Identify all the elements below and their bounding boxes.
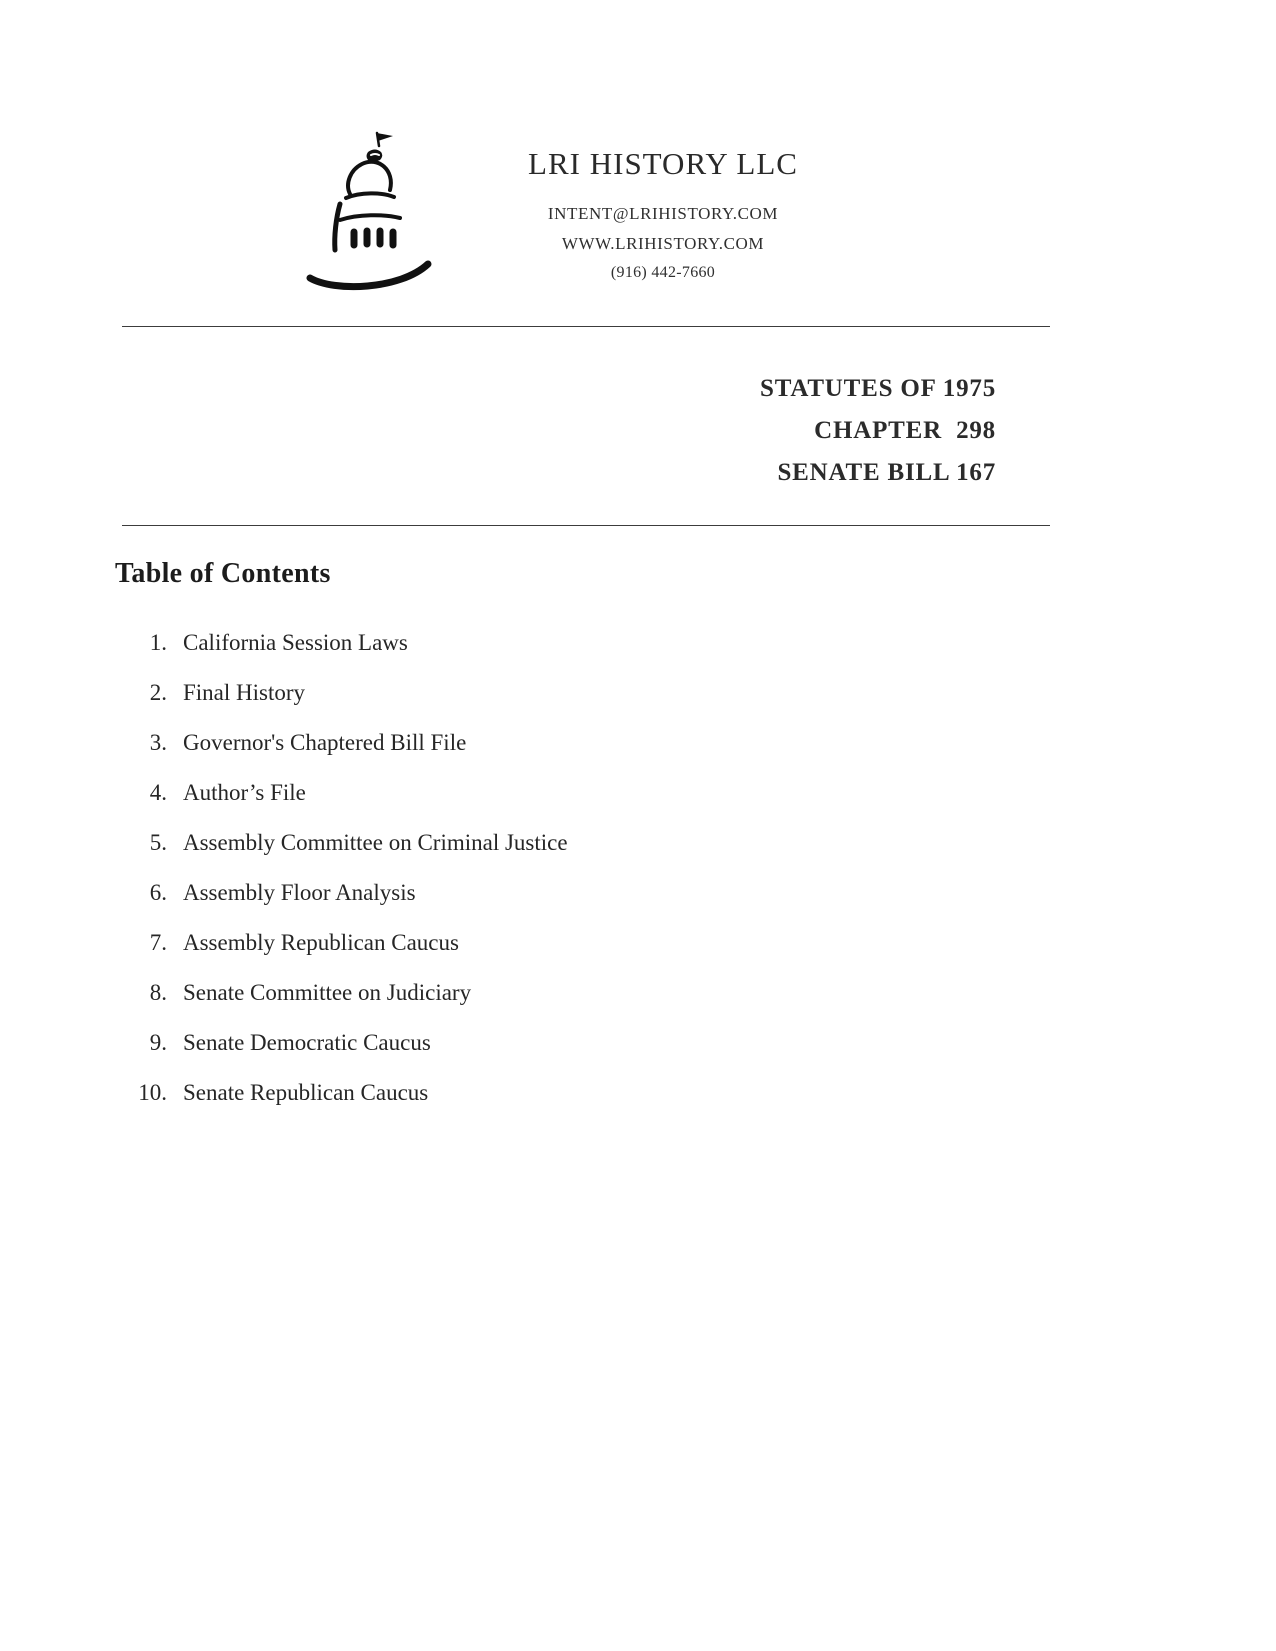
company-phone: (916) 442-7660 — [610, 264, 716, 281]
toc-item-number: 10. — [138, 1080, 167, 1105]
toc-item-number: 7. — [149, 930, 167, 955]
toc-item — [115, 1030, 1055, 1056]
toc-item-label: Assembly Committee on Criminal Justice — [183, 830, 568, 855]
toc-item — [115, 830, 1055, 856]
toc-item — [115, 980, 1055, 1006]
divider-top — [122, 326, 1050, 327]
toc-item-label: California Session Laws — [183, 630, 408, 655]
toc-item-number: 8. — [149, 980, 167, 1005]
toc-item-number: 5. — [149, 830, 167, 855]
company-name: LRI HISTORY LLC — [528, 146, 798, 181]
toc-item — [115, 680, 1055, 706]
toc-item-label: Author’s File — [183, 780, 306, 805]
toc-item-label: Final History — [183, 680, 306, 705]
toc-item-label: Senate Republican Caucus — [183, 1080, 429, 1105]
toc-item-label: Assembly Floor Analysis — [183, 880, 416, 905]
toc-item — [115, 1080, 1055, 1106]
divider-bottom — [122, 525, 1050, 526]
toc-item — [115, 780, 1055, 806]
company-email: INTENT@LRIHISTORY.COM — [547, 204, 779, 223]
statute-line-statutes: STATUTES OF 1975 — [760, 375, 996, 402]
toc-item-label: Senate Committee on Judiciary — [183, 980, 472, 1005]
letterhead — [0, 0, 1276, 298]
capitol-dome-logo-icon — [300, 128, 450, 298]
toc-item-label: Senate Democratic Caucus — [183, 1030, 431, 1055]
toc-item — [115, 730, 1055, 756]
toc-list — [115, 630, 1055, 1106]
toc-item-number: 3. — [149, 730, 167, 755]
toc-item-number: 9. — [149, 1030, 167, 1055]
toc-item — [115, 630, 1055, 656]
statute-line-chapter: CHAPTER 298 — [814, 417, 996, 444]
toc-item-label: Assembly Republican Caucus — [183, 930, 459, 955]
toc-item-number: 1. — [149, 630, 167, 655]
statute-line-senate-bill: SENATE BILL 167 — [777, 459, 996, 486]
toc-item-label: Governor's Chaptered Bill File — [183, 730, 467, 755]
toc-item-number: 4. — [149, 780, 167, 805]
table-of-contents — [115, 558, 1055, 1130]
toc-item-number: 2. — [149, 680, 167, 705]
statute-heading-block — [122, 368, 1050, 494]
toc-item — [115, 880, 1055, 906]
letterhead-text — [498, 146, 828, 292]
toc-item — [115, 930, 1055, 956]
company-website: WWW.LRIHISTORY.COM — [561, 234, 765, 253]
toc-title: Table of Contents — [115, 558, 331, 589]
toc-item-number: 6. — [149, 880, 167, 905]
